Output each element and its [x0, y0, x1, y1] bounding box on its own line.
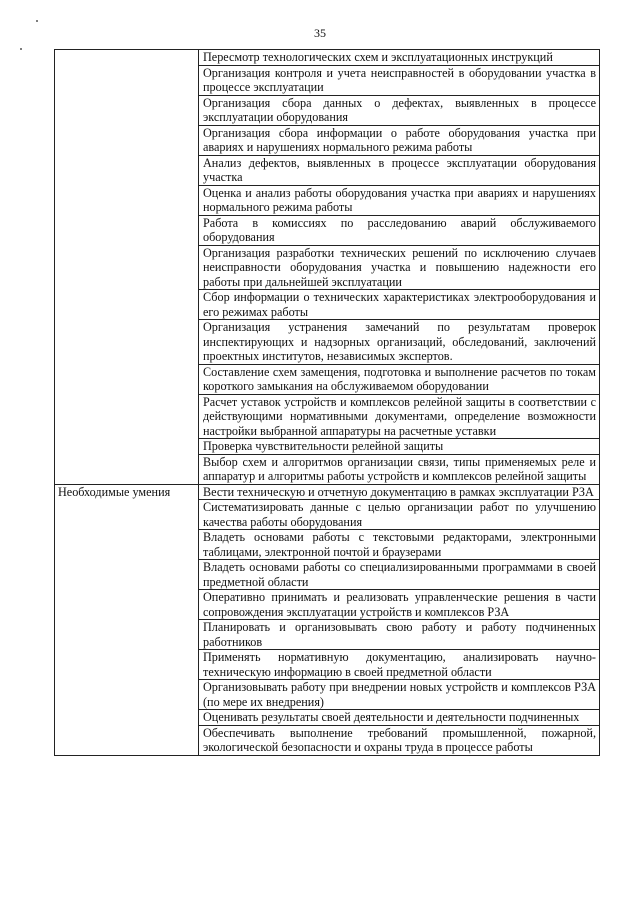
table-cell-item: Организация устранения замечаний по результатам проверок инспектирующих и надзорных организаций, обследований, заключений проектных институтов, независимых экспертов. [199, 320, 600, 365]
table-cell-item: Оценка и анализ работы оборудования участка при авариях и нарушениях нормального режима работы [199, 185, 600, 215]
table-cell-item: Составление схем замещения, подготовка и выполнение расчетов по токам короткого замыкания на обслуживаемом оборудовании [199, 364, 600, 394]
table-cell-item: Владеть основами работы со специализированными программами в своей предметной области [199, 560, 600, 590]
table-cell-item: Организация разработки технических решений по исключению случаев неисправности оборудования участка и повышению надежности его работы при дальнейшей эксплуатации [199, 245, 600, 290]
scan-speck [20, 48, 22, 50]
table-cell-item: Расчет уставок устройств и комплексов релейной защиты в соответствии с действующими нормативными документами, определение возможности настройки выбранной аппаратуры на расчетные уставки [199, 394, 600, 439]
table-cell-item: Обеспечивать выполнение требований промышленной, пожарной, экологической безопасности и охраны труда в процессе работы [199, 725, 600, 755]
table-row [55, 484, 600, 500]
table-cell-item: Систематизировать данные с целью организации работ по улучшению качества работы оборудования [199, 500, 600, 530]
table-cell-item: Работа в комиссиях по расследованию аварий обслуживаемого оборудования [199, 215, 600, 245]
table-cell-item: Оценивать результаты своей деятельности и деятельности подчиненных [199, 710, 600, 726]
table-cell-item: Организация сбора информации о работе оборудования участка при авариях и нарушениях нормального режима работы [199, 125, 600, 155]
page-number: 35 [314, 26, 326, 40]
competency-table [54, 49, 600, 756]
table-cell-item: Выбор схем и алгоритмов организации связи, типы применяемых реле и аппаратур и алгоритмы работы устройств и комплексов релейной защиты [199, 454, 600, 484]
section-label-required-skills: Необходимые умения [55, 484, 199, 755]
section-label-labor-actions [55, 50, 199, 485]
scan-speck [36, 20, 38, 22]
table-cell-item: Сбор информации о технических характеристиках электрооборудования и его режимах работы [199, 290, 600, 320]
table-cell-item: Применять нормативную документацию, анализировать научно-техническую информацию в своей предметной области [199, 650, 600, 680]
table-cell-item: Организация контроля и учета неисправностей в оборудовании участка в процессе эксплуатации [199, 65, 600, 95]
table-cell-item: Организовывать работу при внедрении новых устройств и комплексов РЗА (по мере их внедрения) [199, 680, 600, 710]
table-body [55, 50, 600, 756]
table-cell-item: Проверка чувствительности релейной защиты [199, 439, 600, 455]
table-cell-item: Анализ дефектов, выявленных в процессе эксплуатации оборудования участка [199, 155, 600, 185]
table-cell-item: Владеть основами работы с текстовыми редакторами, электронными таблицами, электронной почтой и браузерами [199, 530, 600, 560]
table-cell-item: Пересмотр технологических схем и эксплуатационных инструкций [199, 50, 600, 66]
table-cell-item: Оперативно принимать и реализовать управленческие решения в части сопровождения эксплуатации устройств и комплексов РЗА [199, 590, 600, 620]
table-cell-item: Организация сбора данных о дефектах, выявленных в процессе эксплуатации оборудования [199, 95, 600, 125]
table-cell-item: Планировать и организовывать свою работу и работу подчиненных работников [199, 620, 600, 650]
table-cell-item: Вести техническую и отчетную документацию в рамках эксплуатации РЗА [199, 484, 600, 500]
table-row [55, 50, 600, 66]
